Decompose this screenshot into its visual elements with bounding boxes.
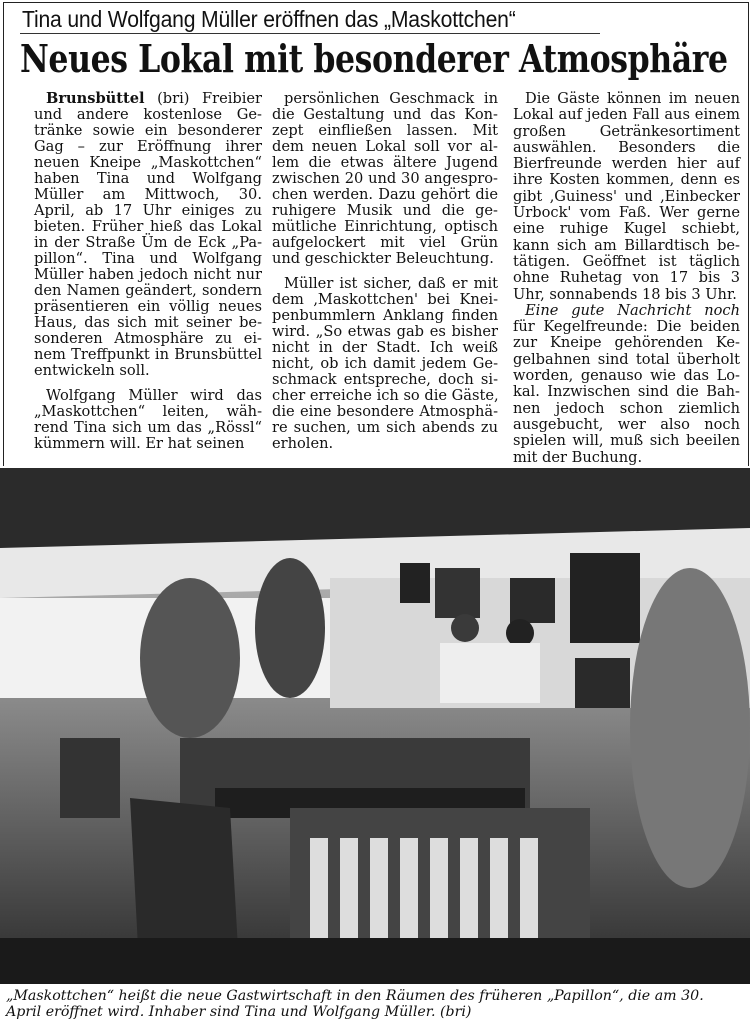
text-line: wird. „So etwas gab es bisher — [272, 323, 498, 340]
text-line: nicht in der Stadt. Ich weiß — [272, 339, 498, 356]
text-line: dem neuen Lokal soll vor al- — [272, 138, 498, 155]
text-line: Eine gute Nachricht noch — [525, 301, 740, 319]
text-line: für Kegelfreunde: Die beiden — [513, 318, 740, 336]
text-line: neuen Kneipe „Maskottchen“ — [34, 154, 262, 171]
column-2 — [272, 91, 498, 452]
dateline: Brunsbüttel — [46, 90, 145, 107]
text-line — [34, 91, 262, 107]
text-line: pillon“. Tina und Wolfgang — [34, 250, 262, 267]
text-line: kal. Inzwischen sind die Bah- — [513, 383, 740, 401]
text-line: präsentieren ein völlig neues — [34, 298, 262, 315]
photo-caption — [6, 988, 704, 1020]
text-line: eine ruhige Kugel schiebt, — [513, 220, 740, 238]
text-line: mütliche Einrichtung, optisch — [272, 218, 498, 235]
text-line: Bierfreunde werden hier auf — [513, 155, 740, 173]
text-line: zept einfließen lassen. Mit — [272, 122, 498, 139]
text-line: entwickeln soll. — [34, 362, 150, 379]
text-line: sonderen Atmosphäre zu ei- — [34, 330, 262, 347]
text-line: lem die etwas ältere Jugend — [272, 154, 498, 171]
text-line: Lokal auf jeden Fall aus einem — [513, 106, 740, 124]
text-line: nen jedoch schon ziemlich — [513, 399, 740, 417]
text-line: persönlichen Geschmack in — [284, 90, 498, 107]
text-line: Müller ist sicher, daß er mit — [284, 275, 498, 292]
text-line: Urbock' vom Faß. Wer gerne — [513, 204, 740, 222]
column-3 — [513, 91, 740, 466]
text-line: kümmern will. Er hat seinen — [34, 435, 245, 452]
text-line: die eine besondere Atmosphä- — [272, 403, 498, 420]
text-line: ausgebucht, wer also noch — [513, 415, 740, 433]
text-line: kann sich am Billardtisch be- — [513, 236, 740, 254]
text-line: nem Treffpunkt in Brunsbüttel — [34, 346, 262, 363]
text-line: haben Tina und Wolfgang — [34, 170, 262, 187]
text-line: chen werden. Dazu gehört die — [272, 186, 498, 203]
text-line: aufgelockert mit viel Grün — [272, 234, 498, 251]
caption-line: April eröffnet wird. Inhaber sind Tina und Wolfgang Müller. (bri) — [6, 1004, 472, 1020]
text-line: großen Getränkesortiment — [513, 122, 740, 140]
text-line: re suchen, um sich abends zu — [272, 419, 498, 436]
text-line: worden, genauso wie das Lo- — [513, 367, 740, 385]
text-line: penbummlern Anklang finden — [272, 307, 498, 324]
column-1 — [34, 91, 262, 452]
text-line: rend Tina sich um das „Rössl“ — [34, 419, 262, 436]
text-line: Wolfgang Müller wird das — [46, 387, 262, 404]
text-line: tätigen. Geöffnet ist täglich — [513, 252, 740, 270]
text-line: und geschickter Beleuchtung. — [272, 250, 494, 267]
caption-line: „Maskottchen“ heißt die neue Gastwirtschaft in den Räumen des früheren „Papillon“, die am 30. — [6, 988, 704, 1004]
text-line: Gag – zur Eröffnung ihrer — [34, 138, 262, 155]
text-line: Müller haben jedoch nicht nur — [34, 266, 262, 283]
text-line: auswählen. Besonders die — [513, 138, 740, 156]
text-line: bieten. Früher hieß das Lokal — [34, 218, 262, 235]
text-line: April, ab 17 Uhr einiges zu — [34, 202, 262, 219]
text-line: schmack entspreche, doch si- — [272, 371, 498, 388]
text-line: Die Gäste können im neuen — [525, 90, 740, 107]
text-line: den Namen geändert, sondern — [34, 282, 262, 299]
text-line: gibt ‚Guiness' und ‚Einbecker — [513, 187, 740, 205]
headline: Neues Lokal mit besonderer Atmosphäre — [20, 36, 728, 81]
text-line: ihre Kosten kommen, denn es — [513, 171, 740, 189]
text-line: cher erreiche ich so die Gäste, — [272, 387, 499, 404]
text-line: zur Kneipe gehörenden Ke- — [513, 334, 740, 352]
text-line: in der Straße Üm de Eck „Pa- — [34, 234, 262, 251]
text-line: ohne Ruhetag von 17 bis 3 — [513, 269, 740, 287]
text-line: Müller am Mittwoch, 30. — [34, 186, 262, 203]
text-line: Haus, das sich mit seiner be- — [34, 314, 262, 331]
text-line: zwischen 20 und 30 angespro- — [272, 170, 498, 187]
restaurant-photo — [0, 468, 750, 984]
text-line: dem ‚Maskottchen' bei Knei- — [272, 291, 498, 308]
text-line: ruhigere Musik und die ge- — [272, 202, 498, 219]
text-span: (bri) Freibier — [144, 90, 262, 107]
text-line: Uhr, sonnabends 18 bis 3 Uhr. — [513, 285, 737, 303]
text-line: mit der Buchung. — [513, 448, 643, 466]
text-line: und andere kostenlose Ge- — [34, 106, 262, 123]
text-line: „Maskottchen“ leiten, wäh- — [34, 403, 262, 420]
kicker-rule — [20, 33, 600, 34]
text-line: die Gestaltung und das Kon- — [272, 106, 498, 123]
text-line: nicht, ob ich damit jedem Ge- — [272, 355, 498, 372]
kicker: Tina und Wolfgang Müller eröffnen das „Maskottchen“ — [22, 6, 516, 32]
text-line: erholen. — [272, 435, 334, 452]
text-line: spielen will, muß sich beeilen — [513, 432, 740, 450]
text-line: gelbahnen sind total überholt — [513, 350, 740, 368]
text-line: tränke sowie ein besonderer — [34, 122, 262, 139]
